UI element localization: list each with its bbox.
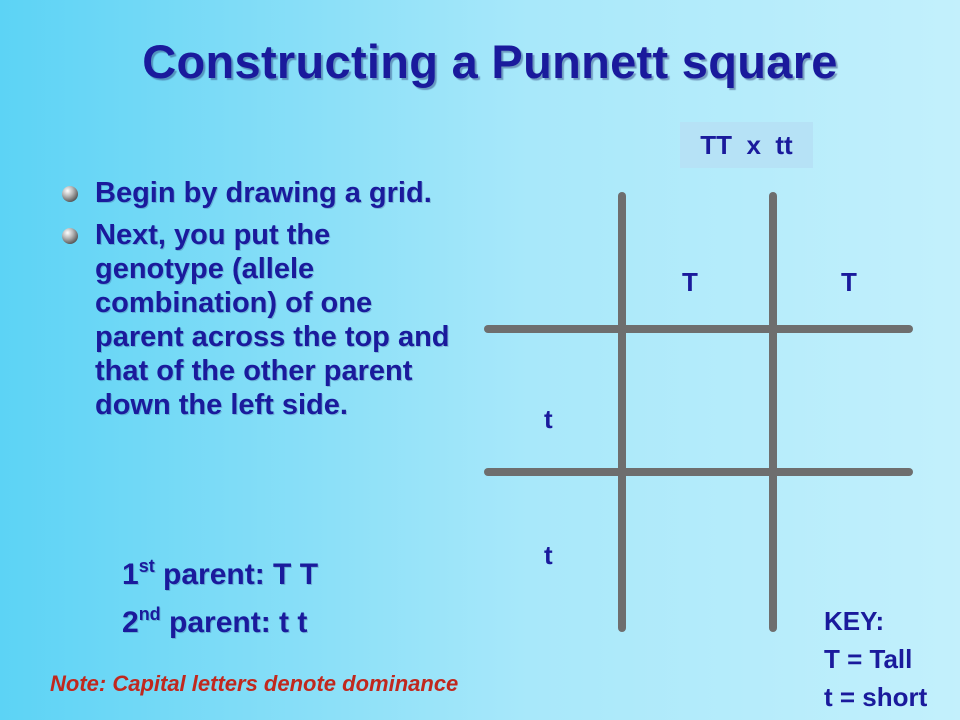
bullet-text: Next, you put the genotype (allele combination) of one parent across the top and that of the other parent down the left side. <box>95 219 450 421</box>
parent-2-ordinal-suffix: nd <box>138 604 161 624</box>
parent-2-ordinal: 2 <box>122 606 139 639</box>
cross-label: TT x tt <box>680 122 813 168</box>
key-heading: KEY: <box>824 606 885 636</box>
parent-1-ordinal: 1 <box>122 558 139 591</box>
key-entry: T = Tall <box>824 644 913 674</box>
parent-1-ordinal-suffix: st <box>138 556 155 576</box>
page-title: Constructing a Punnett square <box>142 35 838 88</box>
side-allele: t <box>544 540 553 570</box>
top-allele: T <box>682 267 698 297</box>
dominance-note: Note: Capital letters denote dominance <box>50 671 459 696</box>
top-allele: T <box>841 267 857 297</box>
parent-1-text: parent: T T <box>154 558 319 591</box>
parent-2-text: parent: t t <box>160 606 308 639</box>
key-entry: t = short <box>824 682 928 712</box>
bullet-text: Begin by drawing a grid. <box>95 177 432 209</box>
side-allele: t <box>544 404 553 434</box>
key-legend <box>824 602 927 716</box>
